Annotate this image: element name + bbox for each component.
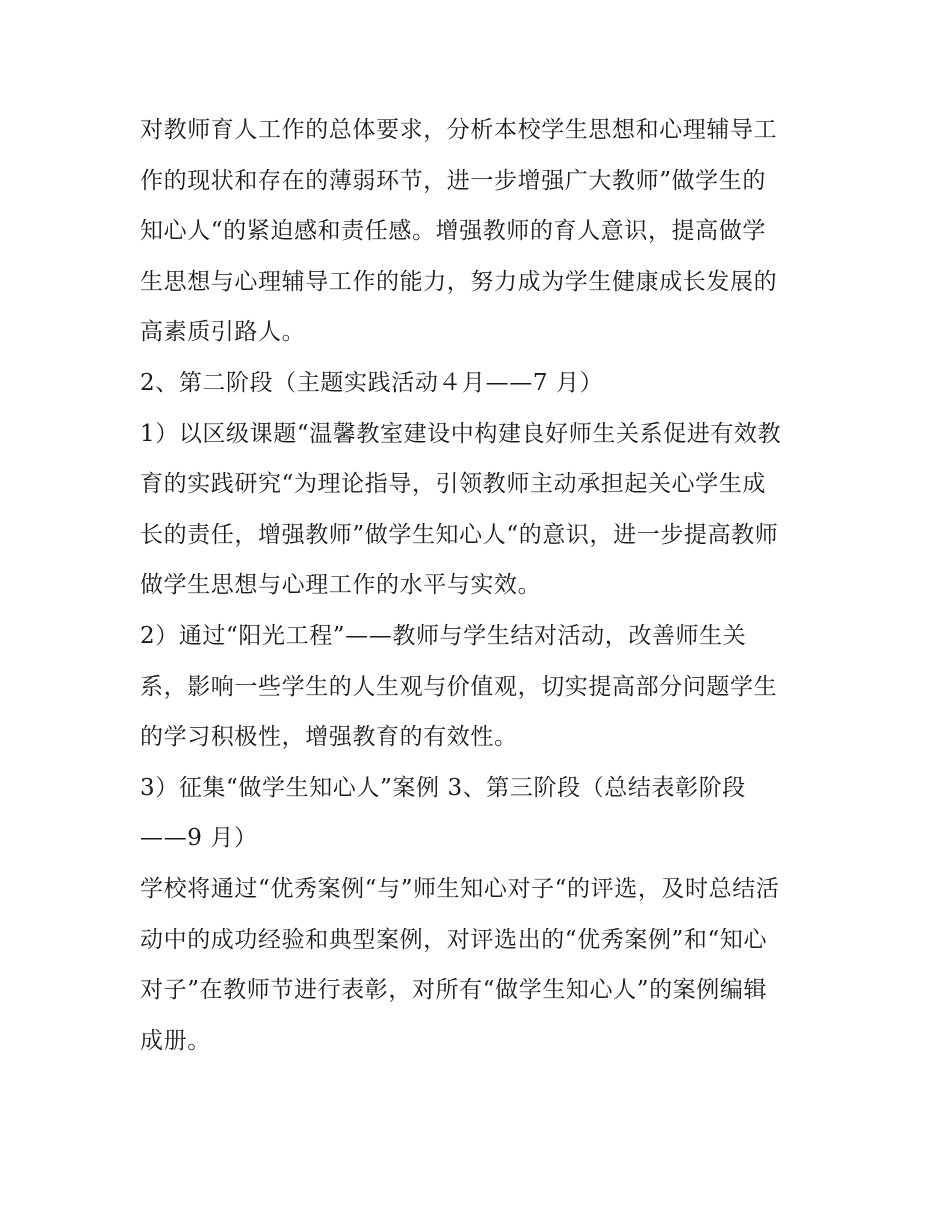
text-line: 2）通过“阳光工程”——教师与学生结对活动，改善师生关 xyxy=(140,623,747,649)
text-line: 动中的成功经验和典型案例，对评选出的“优秀案例”和“知心 xyxy=(140,927,768,953)
section-heading: 2、第二阶段（主题实践活动４月——7 月） xyxy=(140,370,604,396)
text-line: 生思想与心理辅导工作的能力，努力成为学生健康成长发展的 xyxy=(140,269,778,295)
text-line: 对子”在教师节进行表彰，对所有“做学生知心人”的案例编辑 xyxy=(140,977,768,1003)
text-line: 系，影响一些学生的人生观与价值观，切实提高部分问题学生 xyxy=(140,674,778,700)
text-line: 对教师育人工作的总体要求，分析本校学生思想和心理辅导工 xyxy=(140,117,778,143)
text-line: 学校将通过“优秀案例“与”师生知心对子“的评选，及时总结活 xyxy=(140,876,780,902)
text-line: 做学生思想与心理工作的水平与实效。 xyxy=(140,572,542,598)
text-line: 长的责任，增强教师”做学生知心人“的意识，进一步提高教师 xyxy=(140,522,779,548)
text-line: 1）以区级课题“温馨教室建设中构建良好师生关系促进有效教 xyxy=(140,421,782,447)
text-line: 育的实践研究“为理论指导，引领教师主动承担起关心学生成 xyxy=(140,471,766,497)
text-line: 知心人“的紧迫感和责任感。增强教师的育人意识，提高做学 xyxy=(140,218,766,244)
text-line: 3）征集“做学生知心人”案例 3、第三阶段（总结表彰阶段 xyxy=(140,775,746,801)
text-line: 作的现状和存在的薄弱环节，进一步增强广大教师”做学生的 xyxy=(140,168,766,194)
text-line: 高素质引路人。 xyxy=(140,319,306,345)
text-line: 的学习积极性，增强教育的有效性。 xyxy=(140,724,518,750)
text-line: 成册。 xyxy=(140,1028,211,1054)
text-line: ——9 月） xyxy=(140,825,258,851)
